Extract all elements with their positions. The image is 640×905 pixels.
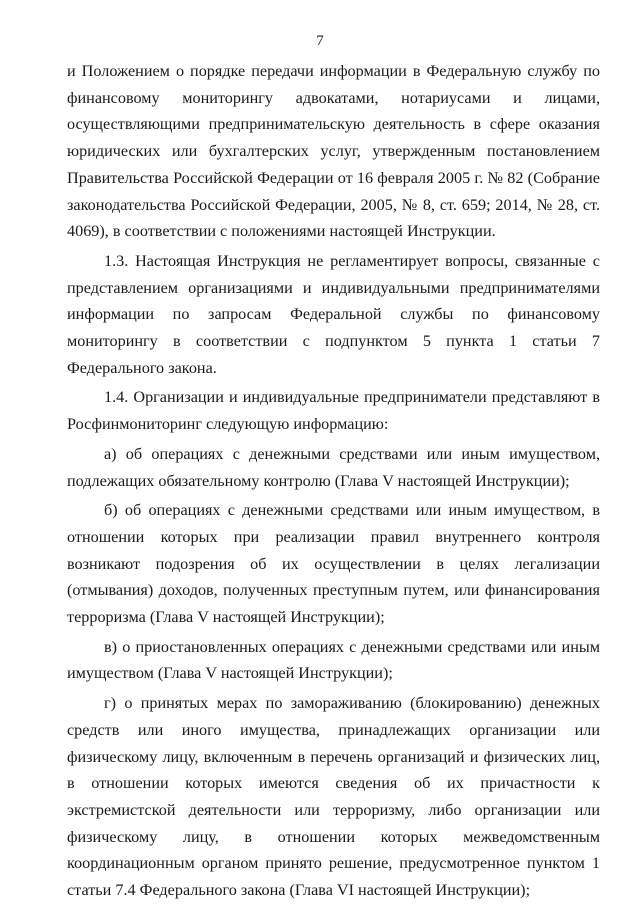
paragraph-1-3: 1.3. Настоящая Инструкция не регламентирует вопросы, связанные с представлением организациями и индивидуальными предпринимателями информации по запросам Федеральной службы по финансовому мониторингу в соответствии с подпунктом 5 пункта 1 статьи 7 Федерального закона. [67,251,600,377]
list-item-v: в) о приостановленных операциях с денежными средствами или иным имуществом (Глава V настоящей Инструкции); [67,637,600,683]
document-body [67,58,600,904]
list-item-g: г) о принятых мерах по замораживанию (блокированию) денежных средств или иного имущества, принадлежащих организации или физическому лицу, включенным в перечень организаций и физических лиц, в отношении которых имеются сведения об их причастности к экстремистской деятельности или терроризму, либо организации или физическому лицу, в отношении которых межведомственным координационным органом принято решение, предусмотренное пунктом 1 статьи 7.4 Федерального закона (Глава VI настоящей Инструкции); [67,694,600,900]
list-item-a: а) об операциях с денежными средствами или иным имуществом, подлежащих обязательному контролю (Глава V настоящей Инструкции); [67,444,600,490]
page-number: 7 [316,33,324,49]
paragraph-1-4: 1.4. Организации и индивидуальные предприниматели представляют в Росфинмониторинг следующую информацию: [67,388,600,434]
list-item-b: б) об операциях с денежными средствами или иным имуществом, в отношении которых при реализации правил внутреннего контроля возникают подозрения об их осуществлении в целях легализации (отмывания) доходов, полученных преступным путем, или финансирования терроризма (Глава V настоящей Инструкции); [67,501,600,627]
paragraph-continuation: и Положением о порядке передачи информации в Федеральную службу по финансовому мониторингу адвокатами, нотариусами и лицами, осуществляющими предпринимательскую деятельность в сфере оказания юридических или бухгалтерских услуг, утвержденным постановлением Правительства Российской Федерации от 16 февраля 2005 г. № 82 (Собрание законодательства Российской Федерации, 2005, № 8, ст. 659; 2014, № 28, ст. 4069), в соответствии с положениями настоящей Инструкции. [67,62,600,241]
